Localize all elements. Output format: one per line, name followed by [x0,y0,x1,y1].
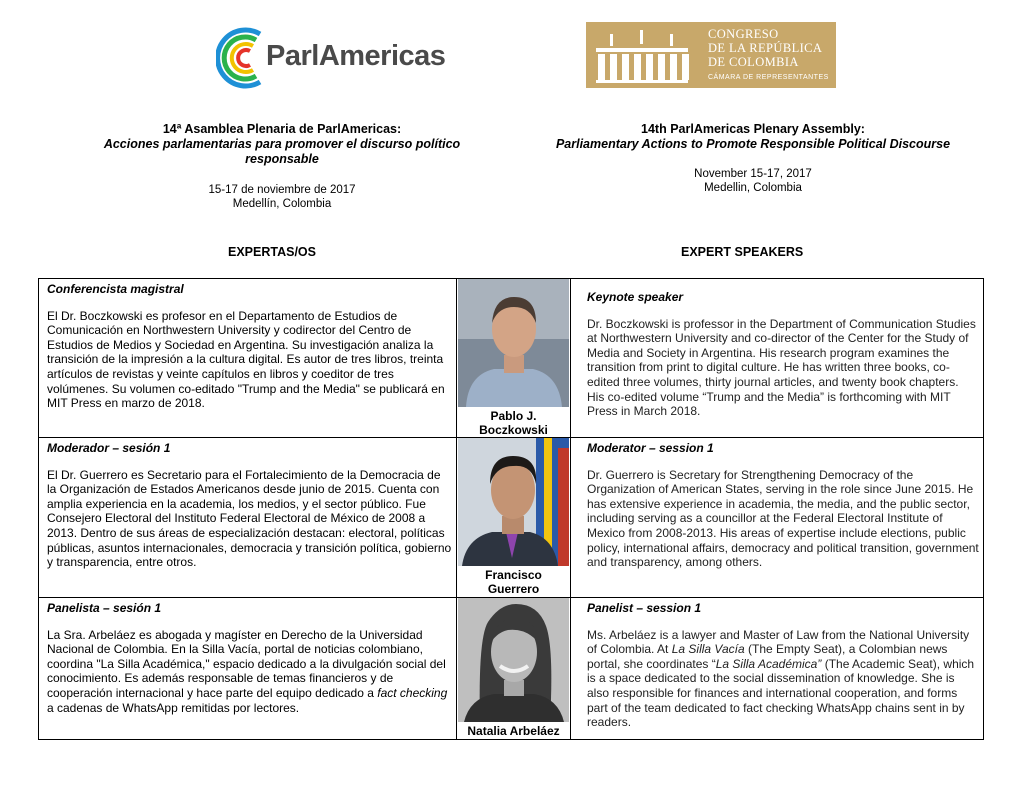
speaker-2-bio-en [587,441,979,570]
bio-fragment: La Sra. Arbeláez es abogada y magíster en Derecho de la Universidad Nacional de Colombia. En la Silla Vacía, portal de noticias colombiano, coordina "La Silla Académica," espacio dedicado a la divulgación social del conocimiento. Es además responsable de temas financieros y de cooperación internacional y hace parte del equipo dedicado a [47,627,446,700]
speaker-3-photo [458,598,569,722]
congreso-line-3: DE COLOMBIA [708,55,799,69]
speaker-3-portrait-icon [458,598,569,722]
speaker-1-photo [458,279,569,407]
speaker-2-bio-es [47,441,452,570]
bio-fragment: Ms. Arbeláez is a lawyer and Master of Law from the National University of Colombia. At [587,627,970,657]
congreso-colombia-logo [586,22,836,88]
speaker-3-bio-en [587,601,979,730]
bio-fragment-italic: La Silla Vacía [671,642,745,657]
congreso-line-1: CONGRESO [708,27,779,41]
speaker-3-text-es [47,628,452,716]
speaker-1-text-en: Dr. Boczkowski is professor in the Department of Communication Studies at Northwestern University and co-director of the Center for the Study of Media and Society in Argentina. His research program examines the transition from print to digital culture. He has written three books, co-edited three volumes, thirty journal articles, and twenty book chapters. His co-edited volume “Trump and the Media” is forthcoming with MIT Press in March 2018. [587,316,976,419]
assembly-title-en: 14th ParlAmericas Plenary Assembly: [641,122,865,136]
speaker-3-role-es: Panelista – sesión 1 [47,601,162,615]
camara-representantes-text: CÁMARA DE REPRESENTANTES [708,74,829,81]
bio-fragment: a cadenas de WhatsApp remitidas por lectores. [47,700,300,715]
speaker-2-name: Francisco Guerrero [485,568,542,596]
speaker-3-bio-es [47,601,452,715]
speaker-2-photo [458,438,569,566]
parlamericas-logo [216,24,448,90]
section-heading-es: EXPERTAS/OS [228,245,316,259]
speaker-2-role-es: Moderador – sesión 1 [47,441,171,455]
speaker-1-bio-es [47,282,452,411]
bio-fragment: (The Empty Seat), a Colombian news portal, she coordinates “ [587,642,948,671]
speaker-1-bio-en [587,290,979,419]
capitol-building-icon [590,30,694,84]
assembly-subtitle-en: Parliamentary Actions to Promote Responsible Political Discourse [555,137,951,151]
speaker-1-role-es: Conferencista magistral [47,282,184,296]
speaker-2-portrait-icon [458,438,569,566]
speaker-2-role-en: Moderator – session 1 [587,441,714,455]
parlamericas-swirl-icon [216,24,272,90]
bio-fragment: (The Academic Seat), which is a space dedicated to the social dissemination of knowledge. She is also responsible for finances and international cooperation, and forms part of the team dedicated to fact checking WhatsApp chains sent in by readers. [587,656,975,730]
parlamericas-logo-text: ParlAmericas [266,40,446,72]
table-divider [570,279,571,739]
speaker-3-role-en: Panelist – session 1 [587,601,702,615]
assembly-title-es: 14ª Asamblea Plenaria de ParlAmericas: [162,122,402,136]
assembly-place-es: Medellín, Colombia [232,198,332,210]
header-spanish [72,122,492,211]
bio-fragment-italic: La Silla Académica” [715,656,822,671]
speaker-1-text-es: El Dr. Boczkowski es profesor en el Departamento de Estudios de Comunicación en Northwestern University y codirector del Centro de Estudios de Medios y Sociedad en Argentina. Su investigación analiza la transición de la impresión a la cultura digital. Es autor de tres libros, treinta artículos de revistas y veinte capítulos en libros y coeditor de tres volúmenes. Su volumen co-editado "Trump and the Media" se publicará en MIT Press en marzo de 2018. [47,308,445,411]
table-divider [456,279,457,739]
speaker-2-text-en: Dr. Guerrero is Secretary for Strengthening Democracy of the Organization of American States, serving in the role since June 2015. He has extensive experience in academia, the media, and the public sector, including serving as a councillor at the Federal Electoral Institute of Mexico from 2008-2013. His areas of expertise include elections, public policy, international affairs, democracy and political transition, government and transparency, among others. [587,467,979,570]
assembly-date-es: 15-17 de noviembre de 2017 [208,184,356,196]
speaker-3-name: Natalia Arbeláez [467,724,560,738]
section-heading-en: EXPERT SPEAKERS [681,245,804,259]
congreso-line-2: DE LA REPÚBLICA [708,41,823,55]
speakers-table [38,278,984,740]
speaker-1-role-en: Keynote speaker [587,290,684,304]
speaker-1-name: Pablo J. Boczkowski [479,409,548,437]
assembly-place-en: Medellin, Colombia [704,182,802,194]
congreso-logo-text [708,27,829,85]
assembly-subtitle-es: Acciones parlamentarias para promover el discurso político responsable [103,137,461,166]
assembly-date-en: November 15-17, 2017 [694,168,812,180]
speaker-1-portrait-icon [458,279,569,407]
bio-fragment-italic: fact checking [377,685,448,700]
header-english [528,122,978,195]
speaker-3-text-en [587,628,979,730]
speaker-2-text-es: El Dr. Guerrero es Secretario para el Fortalecimiento de la Democracia de la Organización de Estados Americanos desde junio de 2015. Cuenta con amplia experiencia en la academia, los medios, y el sector público. Fue Consejero Electoral del Instituto Federal Electoral de México de 2008 a 2013. Dentro de sus áreas de especialización destacan: electoral, políticas públicas, asuntos internacionales, democracia y transición política, gobierno y transparencia, entre otros. [47,467,452,570]
